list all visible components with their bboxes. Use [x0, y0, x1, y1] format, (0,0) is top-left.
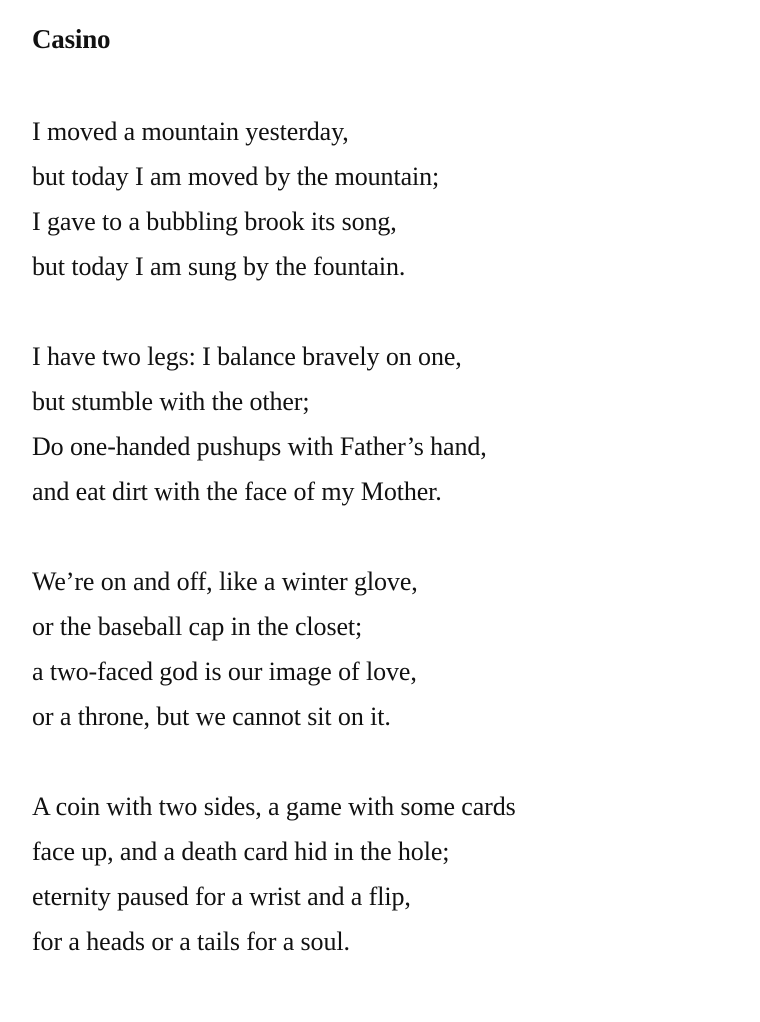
poem-line: but today I am moved by the mountain; — [32, 162, 440, 191]
poem-title: Casino — [32, 24, 111, 54]
poem-line: We’re on and off, like a winter glove, — [32, 567, 418, 596]
poem-line: but stumble with the other; — [32, 387, 310, 416]
poem-line: eternity paused for a wrist and a flip, — [32, 882, 411, 911]
poem-line: A coin with two sides, a game with some cards — [32, 792, 516, 821]
stanza — [32, 559, 760, 739]
poem-line: I gave to a bubbling brook its song, — [32, 207, 397, 236]
poem-line: I have two legs: I balance bravely on one, — [32, 342, 462, 371]
poem-line: face up, and a death card hid in the hole; — [32, 837, 450, 866]
poem-line: for a heads or a tails for a soul. — [32, 927, 350, 956]
stanza — [32, 109, 760, 289]
stanza — [32, 784, 760, 964]
stanza — [32, 334, 760, 514]
poem-line: or a throne, but we cannot sit on it. — [32, 702, 391, 731]
poem-line: and eat dirt with the face of my Mother. — [32, 477, 442, 506]
poem-line: but today I am sung by the fountain. — [32, 252, 406, 281]
poem-line: or the baseball cap in the closet; — [32, 612, 363, 641]
poem-line: I moved a mountain yesterday, — [32, 117, 349, 146]
poem-line: a two-faced god is our image of love, — [32, 657, 417, 686]
poem-line: Do one-handed pushups with Father’s hand, — [32, 432, 487, 461]
